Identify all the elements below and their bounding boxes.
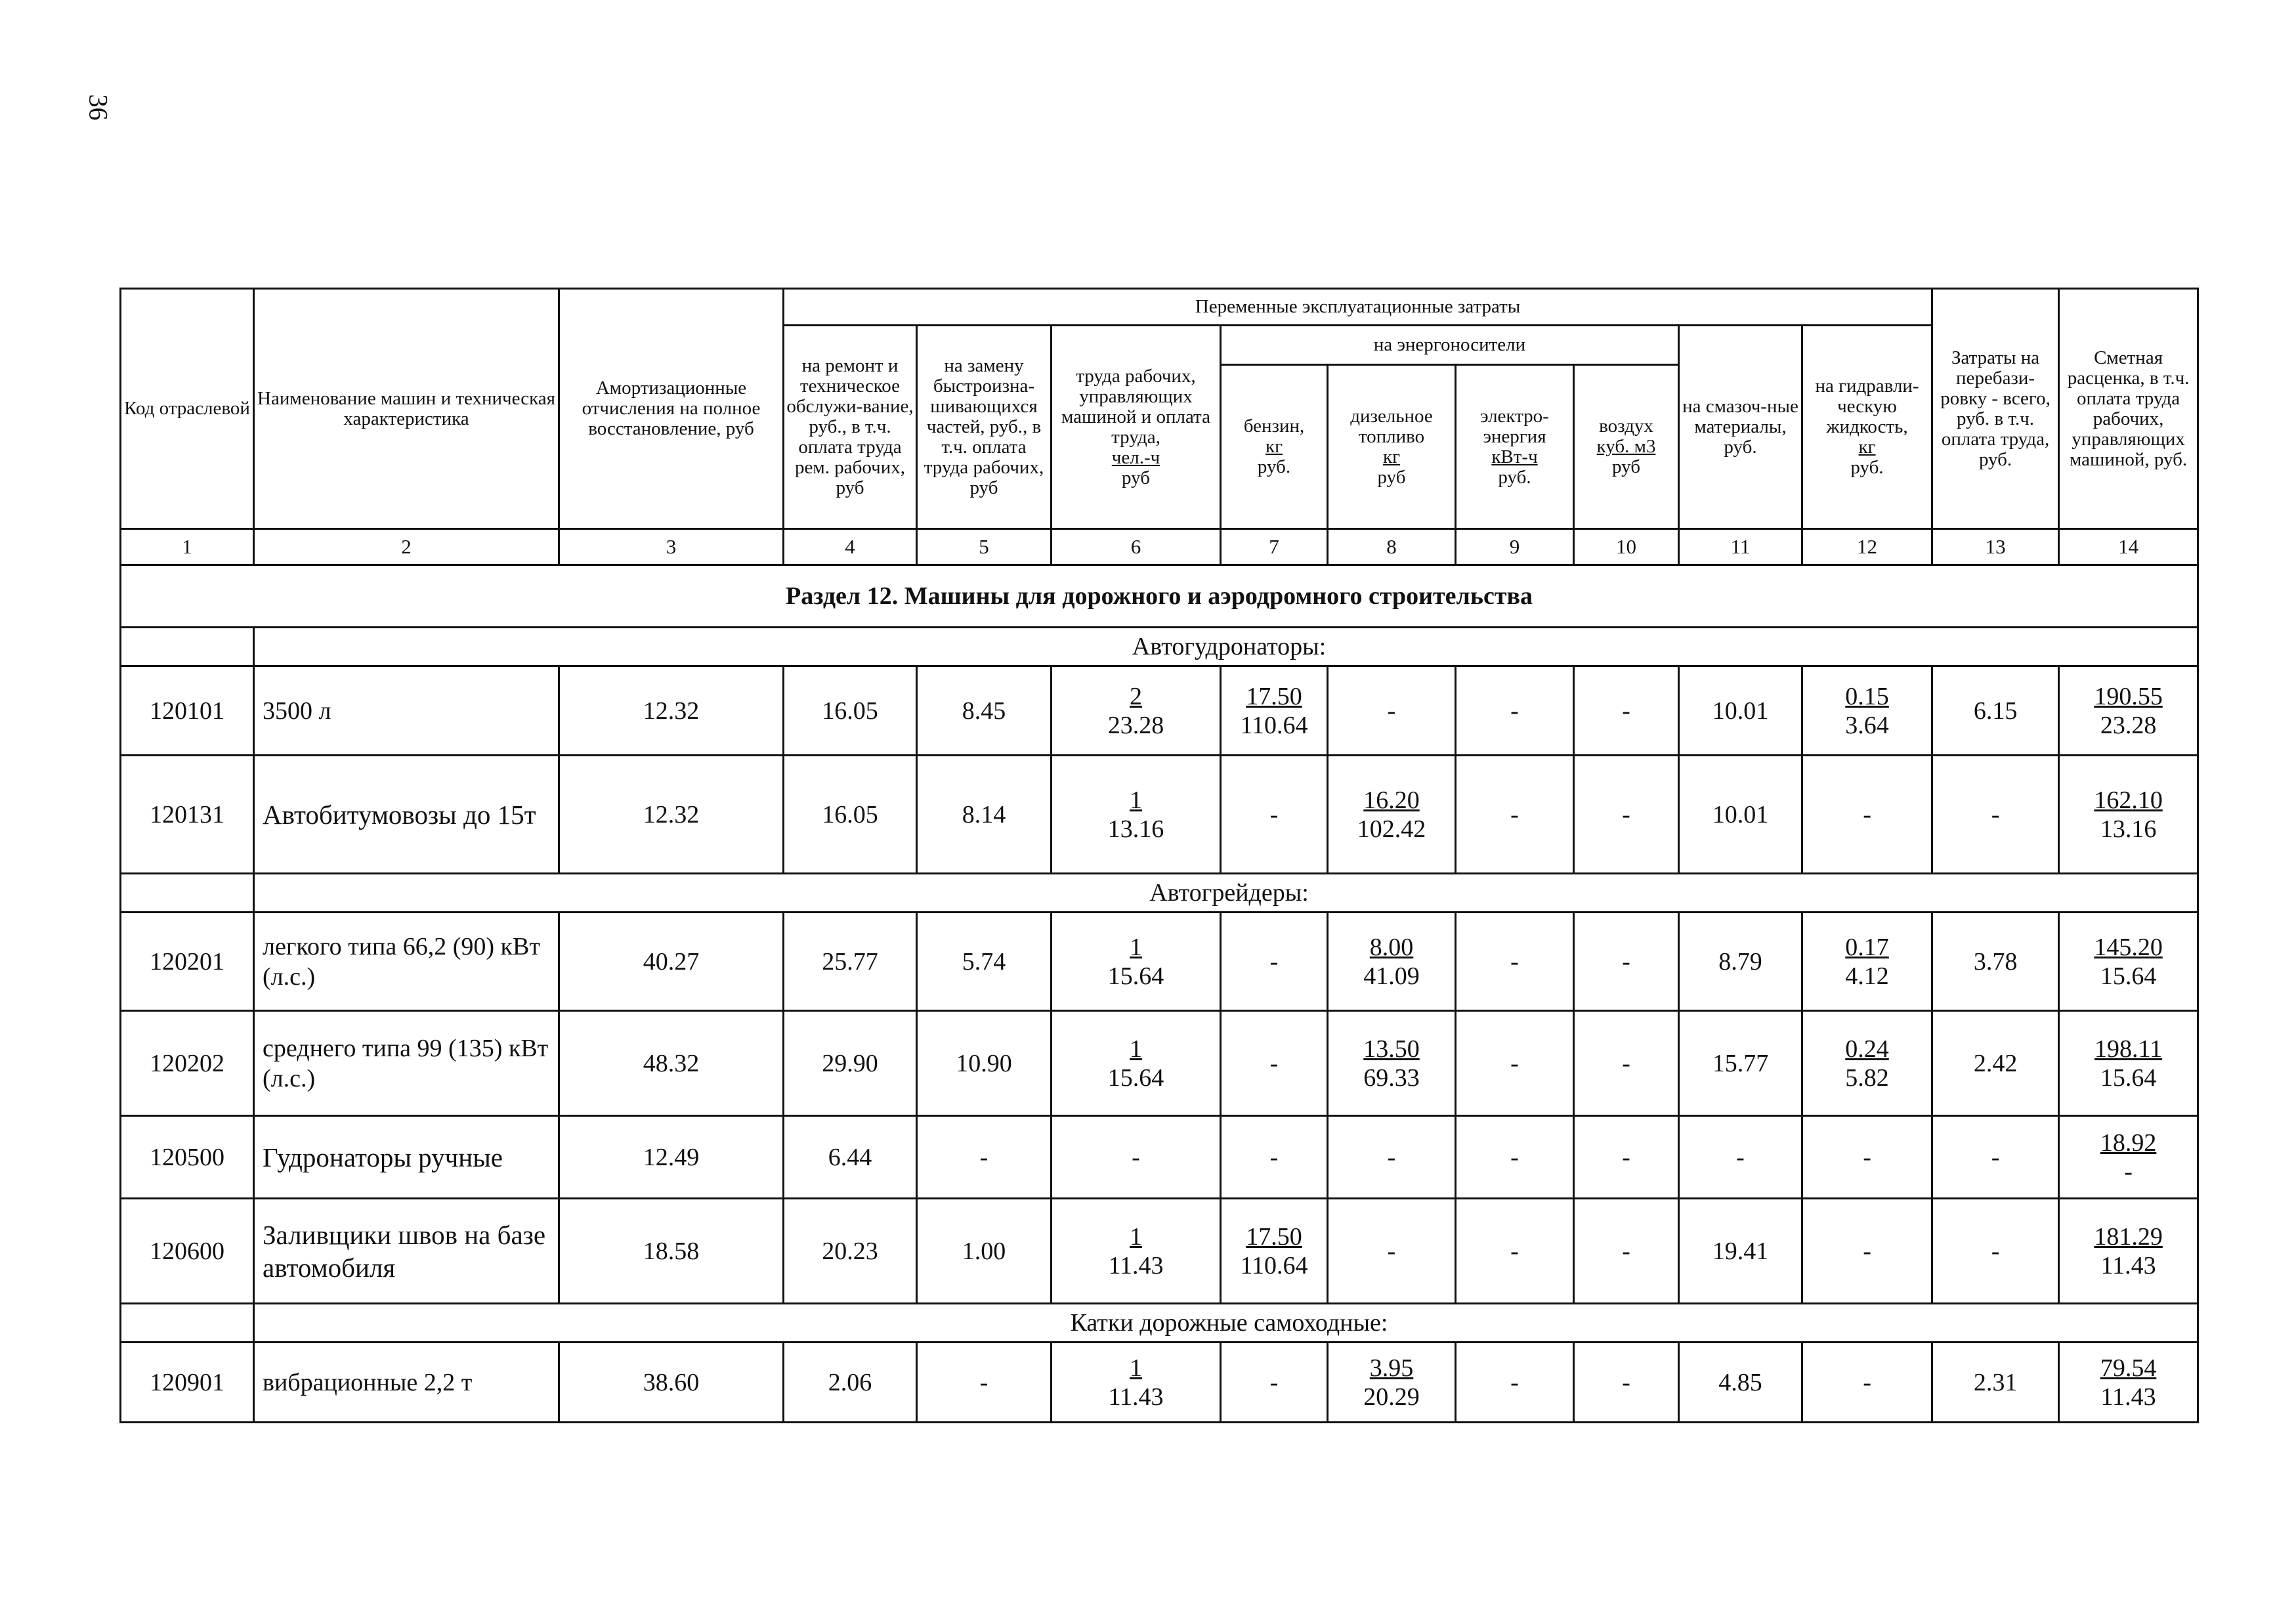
cell: 6.44 [784, 1116, 917, 1199]
cell: 8.14 [917, 756, 1052, 874]
cell: - [1574, 666, 1679, 756]
cell: 1 11.43 [1052, 1199, 1221, 1304]
cell: 181.29 11.43 [2059, 1199, 2198, 1304]
cell: 29.90 [784, 1011, 917, 1116]
cell: 1 11.43 [1052, 1343, 1221, 1423]
cell: 16.05 [784, 666, 917, 756]
cell: 2.06 [784, 1343, 917, 1423]
header-parts: на замену быстроизна-шивающихся частей, руб., в т.ч. оплата труда рабочих, руб [917, 326, 1052, 529]
cell: - [1456, 1343, 1574, 1423]
cell: 5.74 [917, 913, 1052, 1011]
section-title: Раздел 12. Машины для дорожного и аэродромного строительства [121, 565, 2198, 628]
colnum-1: 1 [121, 529, 254, 565]
colnum-2: 2 [254, 529, 559, 565]
cell: 10.01 [1679, 756, 1802, 874]
row-name: Автобитумовозы до 15т [254, 756, 559, 874]
machine-cost-table [119, 288, 2199, 1423]
cell: 198.11 15.64 [2059, 1011, 2198, 1116]
cell: 1 15.64 [1052, 913, 1221, 1011]
cell: - [1574, 756, 1679, 874]
cell: - [1574, 1343, 1679, 1423]
cell: 16.20 102.42 [1328, 756, 1456, 874]
cell: - [1932, 1116, 2059, 1199]
cell: - [1574, 1116, 1679, 1199]
row-name: Заливщики швов на базе автомобиля [254, 1199, 559, 1304]
cell: 6.15 [1932, 666, 2059, 756]
header-relocation: Затраты на перебази-ровку - всего, руб. в т.ч. оплата труда, руб. [1932, 289, 2059, 529]
colnum-13: 13 [1932, 529, 2059, 565]
table-row [121, 1343, 2198, 1423]
row-code: 120500 [121, 1116, 254, 1199]
header-energy: на энергоносители [1221, 326, 1679, 365]
table-row [121, 1199, 2198, 1304]
colnum-4: 4 [784, 529, 917, 565]
cell: - [1328, 1199, 1456, 1304]
cell: 13.50 69.33 [1328, 1011, 1456, 1116]
header-variable-costs: Переменные эксплуатационные затраты [784, 289, 1932, 326]
column-numbers [121, 529, 2198, 565]
colnum-6: 6 [1052, 529, 1221, 565]
cell: - [1574, 1199, 1679, 1304]
row-name: среднего типа 99 (135) кВт (л.с.) [254, 1011, 559, 1116]
row-name: легкого типа 66,2 (90) кВт (л.с.) [254, 913, 559, 1011]
row-code: 120202 [121, 1011, 254, 1116]
cell: 10.90 [917, 1011, 1052, 1116]
cell: - [1456, 913, 1574, 1011]
cell: 10.01 [1679, 666, 1802, 756]
cell: - [1456, 1116, 1574, 1199]
header-air: воздух куб. м3 руб [1574, 365, 1679, 529]
header-hydraulic: на гидравли-ческую жидкость, кг руб. [1802, 326, 1932, 529]
row-name: вибрационные 2,2 т [254, 1343, 559, 1423]
cell: 8.79 [1679, 913, 1802, 1011]
group-label: Автогудронаторы: [254, 628, 2198, 666]
cell: - [1456, 756, 1574, 874]
colnum-9: 9 [1456, 529, 1574, 565]
cell: - [1221, 1343, 1328, 1423]
header-diesel: дизельное топливо кг руб [1328, 365, 1456, 529]
colnum-12: 12 [1802, 529, 1932, 565]
page-number: 36 [83, 94, 114, 121]
header-estimate: Сметная расценка, в т.ч. оплата труда рабочих, управляющих машиной, руб. [2059, 289, 2198, 529]
cell: 20.23 [784, 1199, 917, 1304]
table-row [121, 666, 2198, 756]
cell: 1 15.64 [1052, 1011, 1221, 1116]
row-code: 120600 [121, 1199, 254, 1304]
cell: - [1802, 1116, 1932, 1199]
cell: - [1052, 1116, 1221, 1199]
cell: 2 23.28 [1052, 666, 1221, 756]
cell: - [1932, 756, 2059, 874]
cell: - [1221, 1116, 1328, 1199]
cell: 12.49 [559, 1116, 784, 1199]
colnum-3: 3 [559, 529, 784, 565]
cell: - [1802, 1343, 1932, 1423]
row-name: 3500 л [254, 666, 559, 756]
cell: 0.17 4.12 [1802, 913, 1932, 1011]
cell: 4.85 [1679, 1343, 1802, 1423]
cell: - [1574, 913, 1679, 1011]
cell: - [1221, 1011, 1328, 1116]
cell: 3.78 [1932, 913, 2059, 1011]
group-label: Катки дорожные самоходные: [254, 1304, 2198, 1343]
colnum-5: 5 [917, 529, 1052, 565]
cell: - [1679, 1116, 1802, 1199]
cell: 40.27 [559, 913, 784, 1011]
cell: 79.54 11.43 [2059, 1343, 2198, 1423]
cell: - [1221, 913, 1328, 1011]
cell: 15.77 [1679, 1011, 1802, 1116]
cell: - [1574, 1011, 1679, 1116]
row-name: Гудронаторы ручные [254, 1116, 559, 1199]
header-repair: на ремонт и техническое обслужи-вание, руб., в т.ч. оплата труда рем. рабочих, руб [784, 326, 917, 529]
cell: - [1456, 1011, 1574, 1116]
header-labor: труда рабочих, управляющих машиной и оплата труда, чел.-ч руб [1052, 326, 1221, 529]
cell: - [1221, 756, 1328, 874]
cell: 1 13.16 [1052, 756, 1221, 874]
colnum-7: 7 [1221, 529, 1328, 565]
cell: 8.45 [917, 666, 1052, 756]
cell: 0.24 5.82 [1802, 1011, 1932, 1116]
colnum-11: 11 [1679, 529, 1802, 565]
group-label: Автогрейдеры: [254, 874, 2198, 913]
table-row [121, 1011, 2198, 1116]
cell: 190.55 23.28 [2059, 666, 2198, 756]
cell: 0.15 3.64 [1802, 666, 1932, 756]
cell: 1.00 [917, 1199, 1052, 1304]
colnum-8: 8 [1328, 529, 1456, 565]
row-code: 120131 [121, 756, 254, 874]
header-code: Код отраслевой [121, 289, 254, 529]
cell: 2.31 [1932, 1343, 2059, 1423]
cell: - [1456, 1199, 1574, 1304]
colnum-10: 10 [1574, 529, 1679, 565]
table-row [121, 1116, 2198, 1199]
table-row [121, 756, 2198, 874]
cell: 17.50 110.64 [1221, 1199, 1328, 1304]
cell: - [917, 1116, 1052, 1199]
row-code: 120901 [121, 1343, 254, 1423]
cell: 3.95 20.29 [1328, 1343, 1456, 1423]
cell: - [1328, 666, 1456, 756]
cell: 18.92 - [2059, 1116, 2198, 1199]
cell: 25.77 [784, 913, 917, 1011]
cell: 17.50 110.64 [1221, 666, 1328, 756]
cell: - [1802, 756, 1932, 874]
cell: 8.00 41.09 [1328, 913, 1456, 1011]
row-code: 120101 [121, 666, 254, 756]
cell: 145.20 15.64 [2059, 913, 2198, 1011]
cell: - [917, 1343, 1052, 1423]
cell: 18.58 [559, 1199, 784, 1304]
header-amortization: Амортизационные отчисления на полное восстановление, руб [559, 289, 784, 529]
cell: 16.05 [784, 756, 917, 874]
cell: - [1932, 1199, 2059, 1304]
cell: - [1456, 666, 1574, 756]
cell: 162.10 13.16 [2059, 756, 2198, 874]
colnum-14: 14 [2059, 529, 2198, 565]
cell: 38.60 [559, 1343, 784, 1423]
cell: 12.32 [559, 666, 784, 756]
header-electricity: электро-энергия кВт-ч руб. [1456, 365, 1574, 529]
cell: 48.32 [559, 1011, 784, 1116]
cell: - [1802, 1199, 1932, 1304]
cell: 12.32 [559, 756, 784, 874]
cell: 2.42 [1932, 1011, 2059, 1116]
header-petrol: бензин, кг руб. [1221, 365, 1328, 529]
row-code: 120201 [121, 913, 254, 1011]
header-lubricants: на смазоч-ные материалы, руб. [1679, 326, 1802, 529]
cell: - [1328, 1116, 1456, 1199]
cell: 19.41 [1679, 1199, 1802, 1304]
table-row [121, 913, 2198, 1011]
header-name: Наименование машин и техническая характеристика [254, 289, 559, 529]
